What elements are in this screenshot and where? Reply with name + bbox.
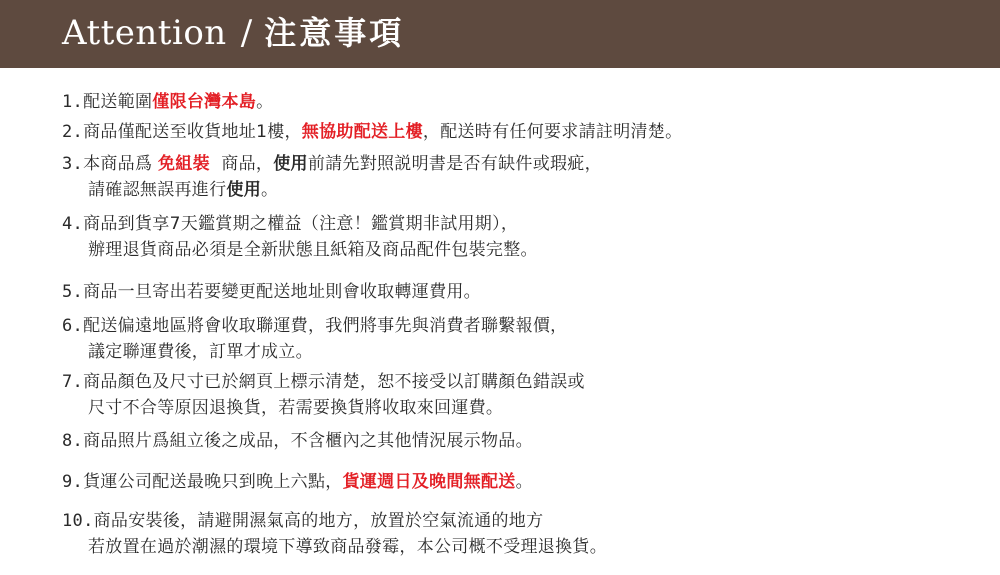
notice-item-9 xyxy=(62,469,533,495)
item-text: 配送偏遠地區將會收取聯運費，我們將事先與消費者聯繫報價， xyxy=(83,316,568,336)
item-text: 商品顏色及尺寸已於網頁上標示清楚，恕不接受以訂購顏色錯誤或 xyxy=(83,372,585,392)
item-text: 貨運公司配送最晚只到晚上六點， xyxy=(83,472,343,492)
item-continuation xyxy=(62,177,602,203)
item-text: 本商品爲 xyxy=(83,154,158,174)
item-number: 1. xyxy=(62,92,84,112)
item-continuation: 尺寸不合等原因退換貨，若需要換貨將收取來回運費。 xyxy=(88,398,504,418)
item-text: 商品到貨享7天鑑賞期之權益（注意！鑑賞期非試用期）， xyxy=(83,214,519,234)
notice-item-2 xyxy=(62,119,682,145)
item-text: 商品一旦寄出若要變更配送地址則會收取轉運費用。 xyxy=(83,282,481,302)
item-text: 商品， xyxy=(209,154,274,174)
item-number: 2. xyxy=(62,122,84,142)
title-chinese: 注意事項 xyxy=(264,14,405,52)
item-number: 5. xyxy=(62,282,84,302)
item-text: 。 xyxy=(256,92,274,112)
item-text: 配送範圍 xyxy=(83,92,153,112)
bold-text: 使用 xyxy=(226,180,262,200)
bold-text: 使用 xyxy=(273,154,308,174)
notice-item-7 xyxy=(62,369,585,421)
notice-item-10 xyxy=(62,508,607,560)
item-text: 。 xyxy=(515,472,533,492)
item-continuation: 若放置在過於潮濕的環境下導致商品發霉，本公司概不受理退換貨。 xyxy=(88,537,607,557)
item-continuation: 議定聯運費後，訂單才成立。 xyxy=(88,342,313,362)
highlight-text: 無協助配送上樓 xyxy=(301,122,423,142)
item-text: ，配送時有任何要求請註明清楚。 xyxy=(422,122,683,142)
header-bar xyxy=(0,0,1000,68)
item-number: 10. xyxy=(62,511,94,531)
item-text: 商品安裝後，請避開濕氣高的地方，放置於空氣流通的地方 xyxy=(93,511,544,531)
title-english: Attention xyxy=(62,13,227,53)
item-text: 。 xyxy=(261,180,279,200)
item-continuation: 辦理退貨商品必須是全新狀態且紙箱及商品配件包裝完整。 xyxy=(88,240,538,260)
item-text: 商品照片爲組立後之成品，不含櫃內之其他情況展示物品。 xyxy=(83,431,533,451)
item-number: 9. xyxy=(62,472,84,492)
item-number: 4. xyxy=(62,214,84,234)
notice-item-8 xyxy=(62,428,533,454)
item-number: 6. xyxy=(62,316,84,336)
notice-item-6 xyxy=(62,313,567,365)
notice-item-1 xyxy=(62,89,273,115)
notice-item-3 xyxy=(62,151,602,203)
notice-item-5 xyxy=(62,279,481,305)
page-title xyxy=(62,10,404,56)
notice-item-4 xyxy=(62,211,538,263)
item-number: 7. xyxy=(62,372,84,392)
highlight-text: 僅限台灣本島 xyxy=(152,92,257,112)
highlight-text: 貨運週日及晚間無配送 xyxy=(342,472,516,492)
item-text: 前請先對照説明書是否有缺件或瑕疵， xyxy=(307,154,602,174)
item-text: 商品僅配送至收貨地址1樓， xyxy=(83,122,302,142)
highlight-text: 免組裝 xyxy=(157,154,210,174)
item-number: 3. xyxy=(62,154,84,174)
title-separator: / xyxy=(240,13,253,53)
item-text: 請確認無誤再進行 xyxy=(88,180,227,200)
item-number: 8. xyxy=(62,431,84,451)
